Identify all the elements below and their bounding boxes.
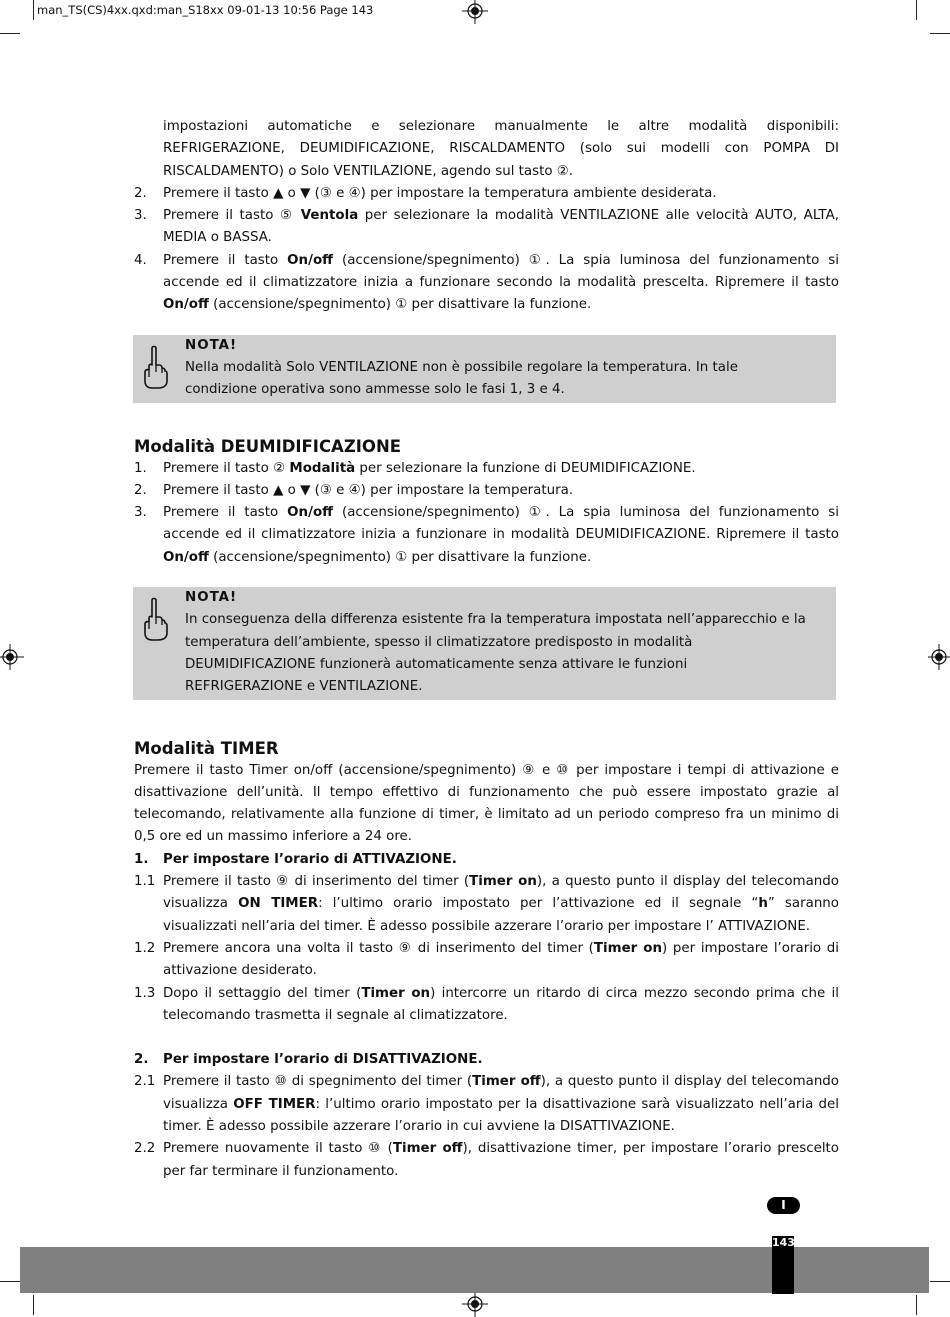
text-run: (accensione/spegnimento) ①. La spia luminosa del funzionamento si accende ed il climatizzatore inizia a funzionare secondo la modalità prescelta. Ripremere il tasto (163, 252, 839, 291)
item-number: 1.1 (134, 874, 156, 890)
print-slug: man_TS(CS)4xx.qxd:man_S18xx 09-01-13 10:56 Page 143 (37, 3, 374, 17)
note-box-dehumidification (133, 587, 836, 699)
list-item (134, 205, 839, 250)
text-run: Premere il tasto (163, 505, 288, 521)
item-number: 1. (134, 851, 149, 867)
timer-activation-steps (134, 871, 839, 1027)
text-run: ” saranno visualizzati nell’aria del timer. È adesso possibile azzerare l’orario per impostare l’ ATTIVAZIONE. (163, 896, 839, 934)
pointing-hand-icon (139, 597, 169, 641)
text-run: (accensione/spegnimento) ①. La spia luminosa del funzionamento si accende ed il climatizzatore inizia a funzionare in modalità DEUMIDIFICAZIONE. Ripremere il tasto (163, 505, 839, 543)
section-heading-timer: Modalità TIMER (134, 738, 279, 758)
subsection-title: Per impostare l’orario di ATTIVAZIONE. (163, 851, 457, 867)
text-run: Premere il tasto ⑨ di inserimento del timer ( (163, 874, 470, 890)
registration-mark-icon (926, 644, 950, 670)
pointing-hand-icon (139, 345, 169, 389)
text-run: Dopo il settaggio del timer ( (163, 985, 362, 1001)
text-run: (accensione/spegnimento) ① per disattivare la funzione. (208, 297, 592, 313)
timer-subsection-activation (134, 849, 839, 871)
dehumidification-steps-list (134, 458, 839, 569)
page-number: 143 (772, 1236, 795, 1249)
text-run: Premere il tasto (163, 252, 288, 268)
item-number: 3. (134, 505, 147, 521)
bold-text: Ventola (300, 208, 359, 224)
crop-mark-top-left-v (33, 0, 34, 20)
note-title: NOTA! (185, 590, 238, 606)
list-item (134, 183, 839, 205)
bold-text: ON TIMER (238, 896, 319, 912)
list-item (134, 1071, 839, 1138)
crop-mark-bottom-left-h (0, 1281, 20, 1282)
page-content (134, 116, 839, 1183)
bold-text: On/off (287, 505, 334, 521)
item-number: 1. (134, 460, 147, 476)
note-text: Nella modalità Solo VENTILAZIONE non è possibile regolare la temperatura. In tale condizione operativa sono ammesse solo le fasi 1, 3 e 4. (185, 359, 738, 398)
bold-text: Timer on (469, 874, 537, 890)
list-item (134, 250, 839, 317)
item-number: 3. (134, 208, 147, 224)
item-number: 2.1 (134, 1074, 156, 1090)
text-run: Premere il tasto ⑤ (163, 208, 301, 224)
text-run: (accensione/spegnimento) ① per disattivare la funzione. (208, 549, 592, 565)
bold-text: Timer on (593, 940, 663, 956)
list-item (134, 480, 839, 502)
item-number: 2. (134, 185, 147, 201)
note-title: NOTA! (185, 337, 238, 353)
text-run: ) intercorre un ritardo di circa mezzo secondo prima che il telecomando trasmetta il segnale al climatizzatore. (163, 985, 839, 1023)
item-number: 2. (134, 1052, 149, 1068)
text-run: Premere nuovamente il tasto ⑩ ( (163, 1141, 393, 1157)
registration-mark-icon (462, 0, 488, 26)
bold-text: Modalità (289, 460, 356, 476)
crop-mark-top-right-h (930, 33, 950, 34)
text-run: Premere il tasto ▲ o ▼ (③ e ④) per impostare la temperatura. (163, 482, 574, 498)
section-heading-dehumidification: Modalità DEUMIDIFICAZIONE (134, 436, 402, 456)
text-run: ), disattivazione timer, per impostare l’orario prescelto per far terminare il funzionamento. (163, 1141, 839, 1179)
item-number: 1.2 (134, 940, 156, 956)
text-run: ), a questo punto il display del telecomando visualizza (163, 1074, 839, 1112)
item-number: 2. (134, 482, 147, 498)
item-number: 4. (134, 252, 147, 268)
subsection-title: Per impostare l’orario di DISATTIVAZIONE. (163, 1052, 483, 1068)
item-number: 1.3 (134, 985, 156, 1001)
crop-mark-bottom-right-h (930, 1281, 950, 1282)
text-run: per selezionare la funzione di DEUMIDIFICAZIONE. (355, 460, 696, 476)
bold-text: Timer off (472, 1074, 541, 1090)
timer-subsection-deactivation (134, 1049, 839, 1071)
text-run: Premere il tasto ▲ o ▼ (③ e ④) per impostare la temperatura ambiente desiderata. (163, 185, 717, 201)
crop-mark-bottom-right-v (916, 1295, 917, 1315)
text-run: : l’ultimo orario impostato per la disattivazione sarà visualizzato nell’aria del timer. È adesso possibile azzerare l’orario in cui avviene la DISATTIVAZIONE. (163, 1096, 839, 1134)
bold-text: Timer on (361, 985, 431, 1001)
text-run: ), a questo punto il display del telecomando visualizza (163, 874, 839, 912)
bold-text: OFF TIMER (233, 1096, 316, 1112)
list-item (134, 938, 839, 983)
bold-text: On/off (163, 297, 209, 313)
timer-intro-paragraph: Premere il tasto Timer on/off (accensione/spegnimento) ⑨ e ⑩ per impostare i tempi di attivazione e disattivazione dell’unità. Il tempo effettivo di funzionamento che può essere impostato grazie al telecomando, relativamente alla funzione di timer, è limitato ad un periodo compreso fra un minimo di 0,5 ore ed un massimo inferiore a 24 ore. (134, 762, 839, 845)
ventilation-steps-list (134, 183, 839, 317)
registration-mark-icon (0, 644, 26, 670)
item-number: 2.2 (134, 1141, 156, 1157)
timer-deactivation-steps (134, 1071, 839, 1182)
registration-mark-icon (462, 1291, 488, 1317)
list-item (134, 871, 839, 938)
list-item (134, 1138, 839, 1183)
crop-mark-top-right-v (916, 0, 917, 20)
text-run: : l’ultimo orario impostato per l’attivazione ed il segnale “ (318, 896, 759, 912)
list-item (134, 502, 839, 569)
intro-paragraph: impostazioni automatiche e selezionare manualmente le altre modalità disponibili: REFRIGERAZIONE, DEUMIDIFICAZIONE, RISCALDAMENTO (solo sui modelli con POMPA DI RISCALDAMENTO) o Solo VENTILAZIONE, agendo sul tasto ②. (163, 119, 839, 179)
text-run: Premere il tasto ⑩ di spegnimento del timer ( (163, 1074, 473, 1090)
bold-text: h (758, 896, 768, 912)
bold-text: On/off (163, 549, 209, 565)
note-box-ventilation (133, 335, 836, 403)
language-tab: I (767, 1197, 800, 1214)
bold-text: On/off (287, 252, 334, 268)
list-item (134, 983, 839, 1028)
text-run: ) per impostare l’orario di attivazione desiderato. (163, 940, 839, 979)
bold-text: Timer off (392, 1141, 463, 1157)
crop-mark-bottom-left-v (33, 1295, 34, 1315)
text-run: Premere il tasto ② (163, 460, 290, 476)
note-text: In conseguenza della differenza esistente fra la temperatura impostata nell’apparecchio e la temperatura dell’ambiente, spesso il climatizzatore predisposto in modalità DEUMIDIFICAZIONE funzionerà automaticamente senza attivare le funzioni REFRIGERAZIONE e VENTILAZIONE. (185, 612, 806, 695)
list-item (134, 458, 839, 480)
text-run: Premere ancora una volta il tasto ⑨ di inserimento del timer ( (163, 940, 594, 956)
text-run: per selezionare la modalità VENTILAZIONE alle velocità AUTO, ALTA, MEDIA o BASSA. (163, 208, 839, 246)
crop-mark-top-left-h (0, 33, 20, 34)
